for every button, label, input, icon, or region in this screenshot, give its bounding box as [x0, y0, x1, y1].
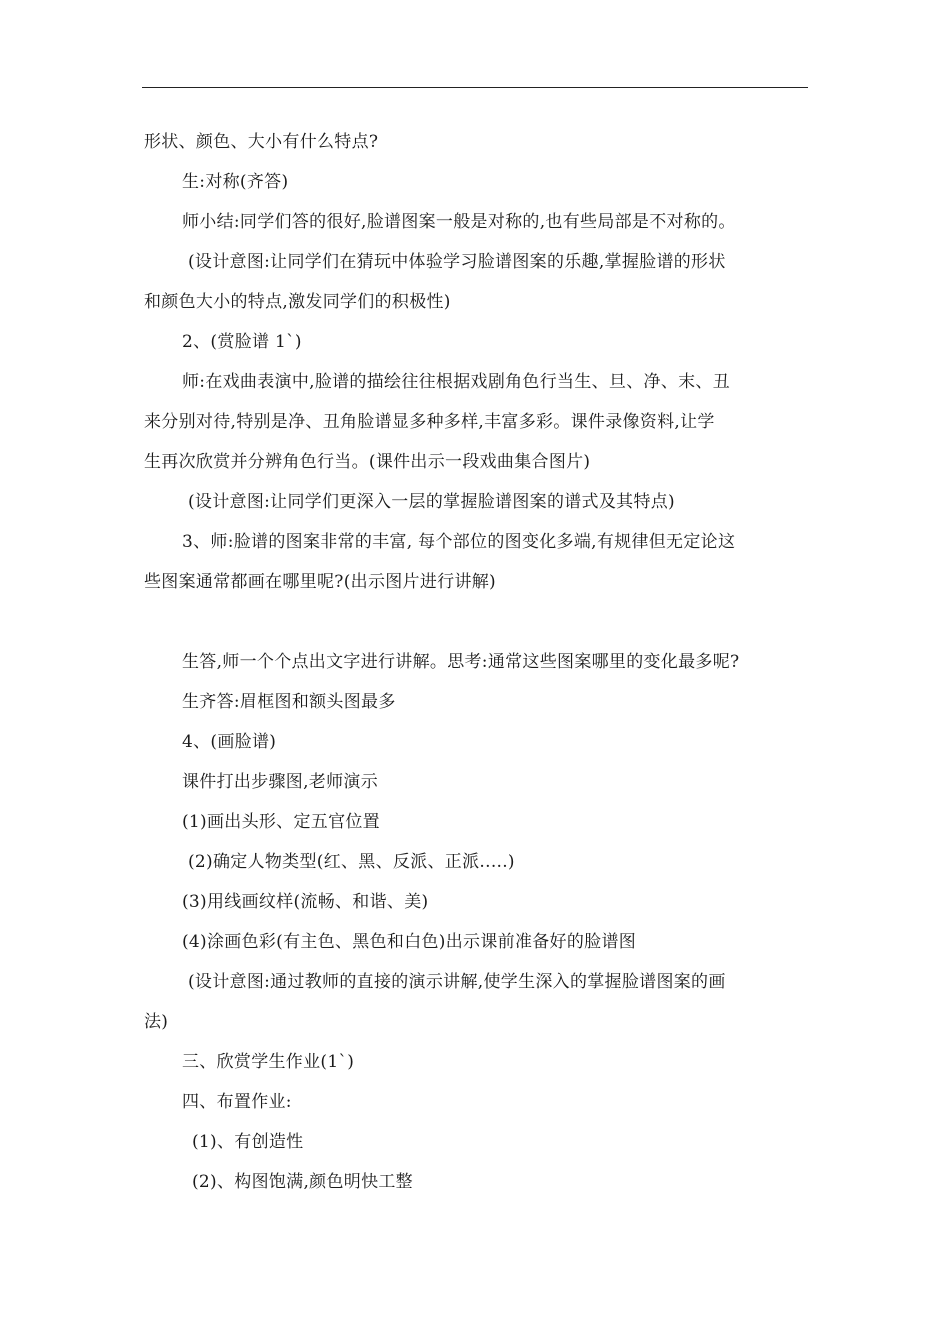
text-line: 师小结:同学们答的很好,脸谱图案一般是对称的,也有些局部是不对称的。	[182, 212, 736, 232]
blank-line	[144, 602, 810, 642]
text-line: 课件打出步骤图,老师演示	[182, 772, 379, 792]
text-line: 2、(赏脸谱 1`)	[182, 332, 302, 352]
text-line: 3、师:脸谱的图案非常的丰富, 每个部位的图变化多端,有规律但无定论这	[182, 532, 736, 552]
text-line: 来分别对待,特别是净、丑角脸谱显多种多样,丰富多彩。课件录像资料,让学	[144, 412, 715, 432]
document-body	[144, 122, 810, 1202]
text-line: 生齐答:眉框图和额头图最多	[182, 692, 396, 712]
text-line: (设计意图:让同学们更深入一层的掌握脸谱图案的谱式及其特点)	[188, 492, 675, 512]
text-line: 生:对称(齐答)	[182, 172, 289, 192]
text-line: 些图案通常都画在哪里呢?(出示图片进行讲解)	[144, 572, 496, 592]
text-line: 师:在戏曲表演中,脸谱的描绘往往根据戏剧角色行当生、旦、净、末、丑	[182, 372, 731, 392]
text-line: (3)用线画纹样(流畅、和谐、美)	[182, 892, 429, 912]
text-line: 法)	[144, 1012, 169, 1032]
text-line: (2)、构图饱满,颜色明快工整	[192, 1172, 413, 1192]
text-line: (1)、有创造性	[192, 1132, 304, 1152]
text-line: (设计意图:让同学们在猜玩中体验学习脸谱图案的乐趣,掌握脸谱的形状	[188, 252, 726, 272]
text-line: 和颜色大小的特点,激发同学们的积极性)	[144, 292, 451, 312]
text-line: 生再次欣赏并分辨角色行当。(课件出示一段戏曲集合图片)	[144, 452, 591, 472]
text-line: (4)涂画色彩(有主色、黑色和白色)出示课前准备好的脸谱图	[182, 932, 637, 952]
text-line: (1)画出头形、定五官位置	[182, 812, 380, 832]
text-line: 生答,师一个个点出文字进行讲解。思考:通常这些图案哪里的变化最多呢?	[182, 652, 740, 672]
text-line: 三、欣赏学生作业(1`)	[182, 1052, 355, 1072]
header-rule	[142, 87, 808, 88]
text-line: 4、(画脸谱)	[182, 732, 277, 752]
text-line: (设计意图:通过教师的直接的演示讲解,使学生深入的掌握脸谱图案的画	[188, 972, 726, 992]
text-line: (2)确定人物类型(红、黑、反派、正派.....)	[188, 852, 515, 872]
text-line: 形状、颜色、大小有什么特点?	[144, 132, 379, 152]
text-line: 四、布置作业:	[182, 1092, 292, 1112]
